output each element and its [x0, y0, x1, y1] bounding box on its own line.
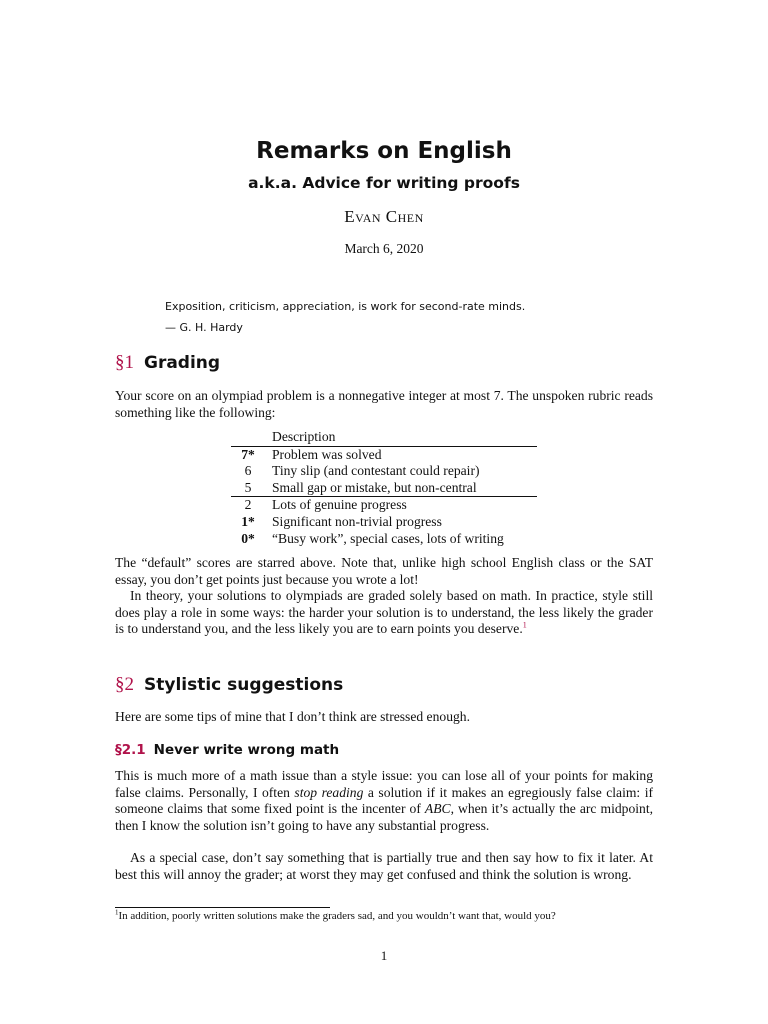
- description-cell: Small gap or mistake, but non-central: [265, 480, 537, 497]
- description-cell: Significant non-trivial progress: [272, 513, 442, 529]
- table-header-row: [231, 429, 537, 446]
- description-cell: Tiny slip (and contestant could repair): [272, 463, 480, 479]
- section-title: Grading: [144, 353, 221, 373]
- section-number: §2: [115, 674, 134, 695]
- footnote-divider: [115, 907, 330, 908]
- text-run: This is much more of a math issue than a style issue: you can lose all of your points for making false claims. Personally, I often: [115, 768, 653, 800]
- score-cell: 6: [244, 463, 252, 479]
- wrong-math-paragraph-2: As a special case, don’t say something that is partially true and then say how to fix it later. At best this will annoy the grader; at worst they may get confused and think the solution is wrong.: [115, 850, 653, 882]
- epigraph-quote: Exposition, criticism, appreciation, is work for second-rate minds.: [165, 300, 526, 313]
- subsection-heading-wrong-math: [115, 742, 339, 758]
- text-run: a solution if it makes an egregiously false claim: if someone claims that some fixed point is the incenter of: [115, 784, 653, 816]
- score-cell: 0*: [241, 530, 255, 546]
- page-number: 1: [380, 948, 388, 963]
- text-run: , when it’s actually the arc midpoint, then I know the solution isn’t going to have any substantial progress.: [115, 801, 653, 833]
- epigraph-attribution: — G. H. Hardy: [165, 321, 243, 334]
- theory-text: In theory, your solutions to olympiads are graded solely based on math. In practice, style still does play a role in some ways: the harder your solution is to understand, the less likely the grader is to understand you, and the less likely you are to earn points you deserve.: [115, 588, 653, 636]
- theory-paragraph: [115, 588, 653, 638]
- section-heading-stylistic: [115, 674, 343, 696]
- table-row: [231, 531, 537, 548]
- grading-rubric-table: [231, 429, 537, 547]
- paper-title: Remarks on English: [256, 138, 512, 164]
- table-row: [231, 463, 537, 480]
- default-scores-paragraph: The “default” scores are starred above. Note that, unlike high school English class or the SAT essay, you don’t get points just because you wrote a lot!: [115, 555, 653, 587]
- section-title: Stylistic suggestions: [144, 675, 344, 695]
- description-cell: Lots of genuine progress: [272, 497, 407, 513]
- score-cell: 1*: [241, 513, 255, 529]
- table-header-description: Description: [265, 429, 537, 446]
- footnote-text: In addition, poorly written solutions make the graders sad, and you wouldn’t want that, would you?: [118, 910, 556, 922]
- score-cell: 2: [244, 497, 252, 513]
- math-expression: ABC: [424, 801, 451, 816]
- section-heading-grading: [115, 352, 220, 374]
- score-cell: 7*: [241, 446, 255, 462]
- publication-date: March 6, 2020: [344, 241, 424, 256]
- subsection-number: §2.1: [115, 742, 146, 758]
- stylistic-intro-paragraph: Here are some tips of mine that I don’t think are stressed enough.: [115, 709, 470, 724]
- paper-subtitle: a.k.a. Advice for writing proofs: [248, 174, 520, 192]
- section-number: §1: [115, 352, 134, 373]
- footnote-mark: 1: [115, 908, 119, 917]
- description-cell: Problem was solved: [272, 446, 382, 462]
- emphasis-text: stop reading: [294, 784, 364, 800]
- table-row: [231, 480, 537, 497]
- wrong-math-paragraph-1: [115, 768, 653, 834]
- score-cell: 5: [231, 480, 265, 497]
- footnote-reference[interactable]: 1: [522, 620, 527, 630]
- footnote: [115, 909, 655, 923]
- grading-intro-paragraph: Your score on an olympiad problem is a nonnegative integer at most 7. The unspoken rubric reads something like the following:: [115, 388, 653, 420]
- author-name: Evan Chen: [344, 207, 424, 226]
- table-row: [231, 446, 537, 463]
- description-cell: “Busy work”, special cases, lots of writing: [272, 530, 504, 546]
- table-row: [231, 497, 537, 514]
- epigraph: [165, 296, 525, 338]
- subsection-title: Never write wrong math: [153, 742, 340, 758]
- table-row: [231, 514, 537, 531]
